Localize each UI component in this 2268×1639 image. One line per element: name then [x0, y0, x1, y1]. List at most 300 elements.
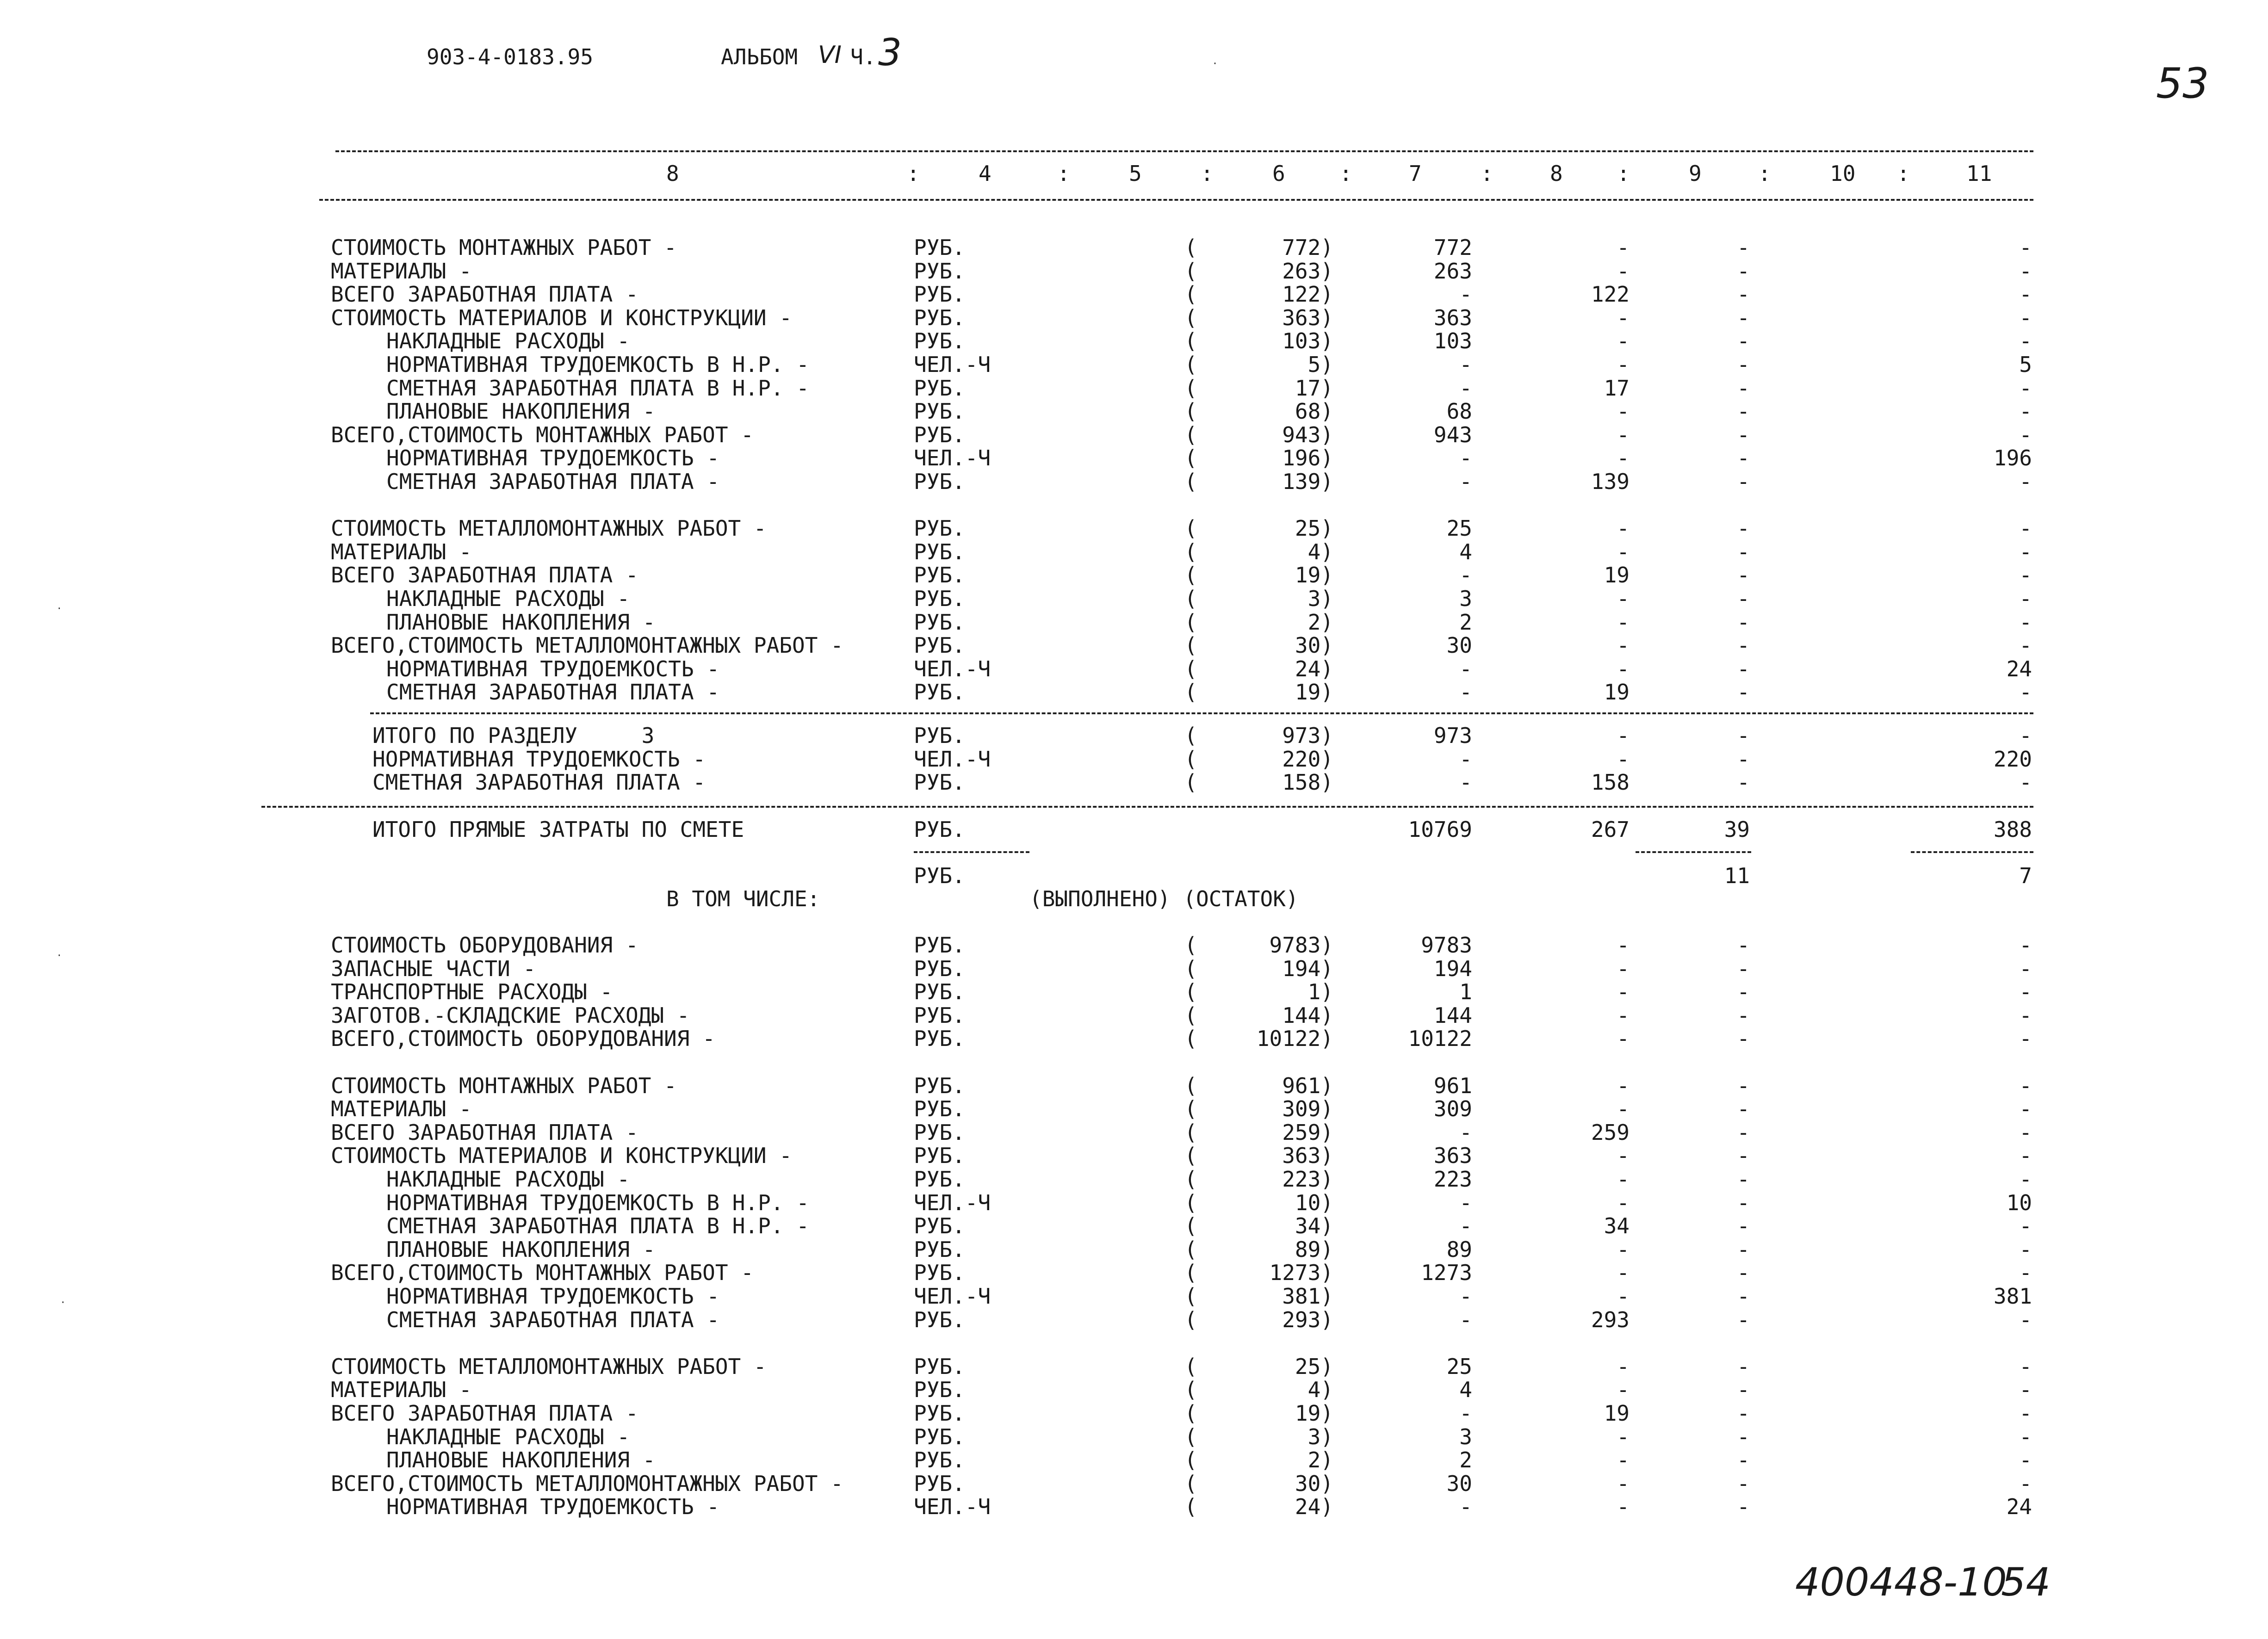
cell-col8: - — [1617, 586, 1630, 611]
row-label: МАТЕРИАЛЫ - — [331, 539, 472, 564]
cell-col7: - — [1459, 469, 1472, 494]
cell-col9: - — [1737, 305, 1750, 330]
open-paren: ( — [1184, 563, 1197, 588]
cell-col8: 34 — [1604, 1213, 1630, 1239]
row-label: СТОИМОСТЬ МОНТАЖНЫХ РАБОТ - — [331, 235, 677, 260]
cell-col7: 263 — [1433, 258, 1472, 284]
cell-col6: 196) — [1282, 445, 1333, 471]
cell-col7: 4 — [1459, 1377, 1472, 1403]
table-row — [0, 1425, 2268, 1448]
row-unit: РУБ. — [914, 633, 965, 658]
row-label: СМЕТНАЯ ЗАРАБОТНАЯ ПЛАТА В Н.Р. - — [386, 1213, 809, 1239]
row-label: СТОИМОСТЬ МАТЕРИАЛОВ И КОНСТРУКЦИИ - — [331, 305, 792, 330]
cell-col6: 943) — [1282, 422, 1333, 447]
cell-col8: - — [1617, 609, 1630, 635]
row-unit: РУБ. — [914, 680, 965, 705]
cell-col7: 2 — [1459, 609, 1472, 635]
cell-col7: - — [1459, 680, 1472, 705]
cell-col9: - — [1737, 1213, 1750, 1239]
column-header-cell: 9 — [1689, 161, 1702, 186]
cell-col8: - — [1617, 1237, 1630, 1262]
open-paren: ( — [1184, 680, 1197, 705]
table-row — [0, 724, 2268, 747]
cell-col9: - — [1737, 445, 1750, 471]
cell-col7: 25 — [1446, 1354, 1472, 1379]
cell-col9: - — [1737, 1284, 1750, 1309]
cell-col9: - — [1737, 586, 1750, 611]
row-label: ВСЕГО ЗАРАБОТНАЯ ПЛАТА - — [331, 1119, 638, 1145]
row-unit: РУБ. — [914, 422, 965, 447]
row-label: НОРМАТИВНАЯ ТРУДОЕМКОСТЬ - — [372, 746, 706, 772]
row-label: МАТЕРИАЛЫ - — [331, 1096, 472, 1122]
cell-col9: - — [1737, 1073, 1750, 1098]
table-row — [0, 1168, 2268, 1191]
row-label: МАТЕРИАЛЫ - — [331, 258, 472, 284]
cell-col8: - — [1617, 235, 1630, 260]
open-paren: ( — [1184, 1424, 1197, 1449]
row-unit: РУБ. — [914, 1026, 965, 1051]
cell-col9: - — [1737, 609, 1750, 635]
cell-col11: - — [2019, 375, 2032, 401]
direct-total-v8: 267 — [1591, 817, 1630, 842]
table-row — [0, 748, 2268, 771]
row-unit: ЧЕЛ.-Ч — [914, 1190, 991, 1215]
cell-col6: 10122) — [1256, 1026, 1333, 1051]
open-paren: ( — [1184, 1284, 1197, 1309]
row-unit: РУБ. — [914, 586, 965, 611]
row-unit: РУБ. — [914, 516, 965, 541]
cell-col7: - — [1459, 1307, 1472, 1332]
cell-col7: - — [1459, 770, 1472, 795]
row-label: ИТОГО ПО РАЗДЕЛУ 3 — [372, 723, 655, 748]
scan-speck: · — [60, 1297, 66, 1308]
row-label: ПЛАНОВЫЕ НАКОПЛЕНИЯ - — [386, 399, 656, 424]
open-paren: ( — [1184, 1260, 1197, 1286]
document-code: 903-4-0183.95 — [427, 44, 594, 69]
row-label: ВСЕГО ЗАРАБОТНАЯ ПЛАТА - — [331, 282, 638, 307]
table-row — [0, 980, 2268, 1003]
cell-col11: - — [2019, 282, 2032, 307]
cell-col9: - — [1737, 375, 1750, 401]
cell-col11: - — [2019, 563, 2032, 588]
cell-col11: - — [2019, 1424, 2032, 1449]
including-label: В ТОМ ЧИСЛЕ: — [666, 886, 820, 911]
row-unit: РУБ. — [914, 1471, 965, 1496]
cell-col9: - — [1737, 1096, 1750, 1122]
cell-col9: - — [1737, 1237, 1750, 1262]
column-separator: : — [907, 161, 920, 186]
section-rule — [370, 712, 2033, 714]
table-row — [0, 934, 2268, 957]
open-paren: ( — [1184, 1073, 1197, 1098]
table-row — [0, 634, 2268, 657]
cell-col7: 89 — [1446, 1237, 1472, 1262]
column-separator: : — [1057, 161, 1070, 186]
row-label: ВСЕГО,СТОИМОСТЬ МОНТАЖНЫХ РАБОТ - — [331, 422, 754, 447]
table-row — [0, 306, 2268, 329]
cell-col7: 68 — [1446, 399, 1472, 424]
cell-col8: - — [1617, 1190, 1630, 1215]
row-unit: РУБ. — [914, 539, 965, 564]
open-paren: ( — [1184, 609, 1197, 635]
table-row — [0, 236, 2268, 259]
cell-col11: 24 — [2006, 1494, 2032, 1520]
cell-col11: - — [2019, 1447, 2032, 1473]
row-label: СМЕТНАЯ ЗАРАБОТНАЯ ПЛАТА - — [386, 469, 720, 494]
cell-col8: - — [1617, 1260, 1630, 1286]
scan-speck: · — [1212, 58, 1218, 69]
cell-col11: - — [2019, 539, 2032, 564]
cell-col7: 30 — [1446, 633, 1472, 658]
cell-col9: - — [1737, 539, 1750, 564]
cell-col8: - — [1617, 516, 1630, 541]
open-paren: ( — [1184, 1026, 1197, 1051]
cell-col7: 3 — [1459, 1424, 1472, 1449]
row-unit: РУБ. — [914, 305, 965, 330]
cell-col8: - — [1617, 539, 1630, 564]
cell-col9: - — [1737, 1471, 1750, 1496]
row-label: СТОИМОСТЬ МЕТАЛЛОМОНТАЖНЫХ РАБОТ - — [331, 1354, 767, 1379]
cell-col7: 25 — [1446, 516, 1472, 541]
row-label: ВСЕГО ЗАРАБОТНАЯ ПЛАТА - — [331, 1401, 638, 1426]
row-label: ВСЕГО,СТОИМОСТЬ МОНТАЖНЫХ РАБОТ - — [331, 1260, 754, 1286]
open-paren: ( — [1184, 770, 1197, 795]
cell-col9: - — [1737, 1424, 1750, 1449]
open-paren: ( — [1184, 305, 1197, 330]
cell-col6: 25) — [1295, 1354, 1333, 1379]
table-row — [0, 1214, 2268, 1237]
row-unit: РУБ. — [914, 979, 965, 1005]
cell-col11: 381 — [1993, 1284, 2032, 1309]
row-unit: РУБ. — [914, 1002, 965, 1028]
cell-col9: - — [1737, 469, 1750, 494]
table-row — [0, 1495, 2268, 1518]
row-unit: РУБ. — [914, 235, 965, 260]
cell-col11: - — [2019, 1307, 2032, 1332]
cell-col7: - — [1459, 1213, 1472, 1239]
open-paren: ( — [1184, 1143, 1197, 1169]
cell-col7: - — [1459, 1190, 1472, 1215]
open-paren: ( — [1184, 1307, 1197, 1332]
table-row — [0, 1308, 2268, 1331]
table-row — [0, 1191, 2268, 1214]
cell-col6: 4) — [1308, 539, 1333, 564]
cell-col7: - — [1459, 282, 1472, 307]
open-paren: ( — [1184, 746, 1197, 772]
table-row — [0, 1402, 2268, 1425]
table-row — [0, 1261, 2268, 1284]
table-row — [0, 400, 2268, 423]
row-unit: РУБ. — [914, 609, 965, 635]
cell-col7: 103 — [1433, 328, 1472, 354]
row-unit: РУБ. — [914, 1073, 965, 1098]
cell-col11: - — [2019, 586, 2032, 611]
cell-col8: - — [1617, 979, 1630, 1005]
cell-col6: 961) — [1282, 1073, 1333, 1098]
cell-col6: 1) — [1308, 979, 1333, 1005]
cell-col9: - — [1737, 680, 1750, 705]
row-label: НОРМАТИВНАЯ ТРУДОЕМКОСТЬ - — [386, 445, 720, 471]
row-label: ПЛАНОВЫЕ НАКОПЛЕНИЯ - — [386, 609, 656, 635]
open-paren: ( — [1184, 1119, 1197, 1145]
cell-col8: - — [1617, 746, 1630, 772]
open-paren: ( — [1184, 328, 1197, 354]
row-label: ПЛАНОВЫЕ НАКОПЛЕНИЯ - — [386, 1447, 656, 1473]
row-unit: РУБ. — [914, 399, 965, 424]
cell-col9: - — [1737, 933, 1750, 958]
row-label: СТОИМОСТЬ МАТЕРИАЛОВ И КОНСТРУКЦИИ - — [331, 1143, 792, 1169]
cell-col6: 309) — [1282, 1096, 1333, 1122]
row-unit: РУБ. — [914, 1424, 965, 1449]
cell-col9: - — [1737, 1354, 1750, 1379]
cell-col7: - — [1459, 746, 1472, 772]
open-paren: ( — [1184, 956, 1197, 981]
stamp-code: 400448-10 — [1795, 1559, 2007, 1605]
row-unit: ЧЕЛ.-Ч — [914, 445, 991, 471]
row-unit: РУБ. — [914, 258, 965, 284]
cell-col6: 220) — [1282, 746, 1333, 772]
cell-col6: 2) — [1308, 609, 1333, 635]
cell-col11: - — [2019, 1354, 2032, 1379]
row-label: НОРМАТИВНАЯ ТРУДОЕМКОСТЬ В Н.Р. - — [386, 1190, 809, 1215]
cell-col9: - — [1737, 979, 1750, 1005]
cell-col7: 3 — [1459, 586, 1472, 611]
table-row — [0, 563, 2268, 587]
open-paren: ( — [1184, 1213, 1197, 1239]
row-unit: РУБ. — [914, 1143, 965, 1169]
cell-col6: 363) — [1282, 1143, 1333, 1169]
open-paren: ( — [1184, 282, 1197, 307]
cell-col11: - — [2019, 1213, 2032, 1239]
cell-col8: - — [1617, 633, 1630, 658]
cell-col9: - — [1737, 956, 1750, 981]
cell-col9: - — [1737, 422, 1750, 447]
cell-col9: - — [1737, 1494, 1750, 1520]
table-row — [0, 957, 2268, 980]
cell-col8: 17 — [1604, 375, 1630, 401]
table-row — [0, 1472, 2268, 1495]
row-label: СТОИМОСТЬ МЕТАЛЛОМОНТАЖНЫХ РАБОТ - — [331, 516, 767, 541]
table-row — [0, 517, 2268, 540]
row-unit: РУБ. — [914, 933, 965, 958]
cell-col11: - — [2019, 933, 2032, 958]
cell-col6: 1273) — [1269, 1260, 1333, 1286]
cell-col7: 1 — [1459, 979, 1472, 1005]
table-row — [0, 1378, 2268, 1401]
cell-col11: - — [2019, 1073, 2032, 1098]
cell-col11: - — [2019, 1002, 2032, 1028]
cell-col8: - — [1617, 1354, 1630, 1379]
cell-col7: 772 — [1433, 235, 1472, 260]
cell-col7: - — [1459, 563, 1472, 588]
cell-col7: 4 — [1459, 539, 1472, 564]
column-header-cell: 8 — [666, 161, 679, 186]
column-header-cell: 11 — [1966, 161, 1992, 186]
row-label: НОРМАТИВНАЯ ТРУДОЕМКОСТЬ - — [386, 1284, 720, 1309]
cell-col7: - — [1459, 656, 1472, 681]
underline-v11 — [1911, 851, 2033, 853]
open-paren: ( — [1184, 399, 1197, 424]
row-unit: РУБ. — [914, 282, 965, 307]
cell-col8: - — [1617, 1002, 1630, 1028]
direct-total-unit: РУБ. — [914, 817, 965, 842]
cell-col8: - — [1617, 1284, 1630, 1309]
direct-total-v11: 388 — [1993, 817, 2032, 842]
cell-col6: 24) — [1295, 1494, 1333, 1520]
open-paren: ( — [1184, 235, 1197, 260]
row-label: СТОИМОСТЬ МОНТАЖНЫХ РАБОТ - — [331, 1073, 677, 1098]
row-unit: РУБ. — [914, 1167, 965, 1192]
open-paren: ( — [1184, 445, 1197, 471]
cell-col7: 194 — [1433, 956, 1472, 981]
underline-v9 — [1636, 851, 1751, 853]
album-label: АЛЬБОМ — [721, 44, 798, 69]
cell-col11: - — [2019, 422, 2032, 447]
table-row — [0, 657, 2268, 680]
open-paren: ( — [1184, 539, 1197, 564]
table-row — [0, 1355, 2268, 1378]
cell-col7: 309 — [1433, 1096, 1472, 1122]
cell-col6: 34) — [1295, 1213, 1333, 1239]
cell-col7: - — [1459, 375, 1472, 401]
cell-col9: - — [1737, 328, 1750, 354]
cell-col11: - — [2019, 1143, 2032, 1169]
cell-col9: - — [1737, 235, 1750, 260]
cell-col8: - — [1617, 656, 1630, 681]
open-paren: ( — [1184, 656, 1197, 681]
cell-col8: 19 — [1604, 680, 1630, 705]
cell-col8: - — [1617, 1424, 1630, 1449]
cell-col7: - — [1459, 1494, 1472, 1520]
cell-col11: - — [2019, 723, 2032, 748]
cell-col7: 30 — [1446, 1471, 1472, 1496]
cell-col9: - — [1737, 1143, 1750, 1169]
cell-col8: - — [1617, 399, 1630, 424]
row-label: НАКЛАДНЫЕ РАСХОДЫ - — [386, 328, 630, 354]
row-unit: ЧЕЛ.-Ч — [914, 1284, 991, 1309]
cell-col6: 30) — [1295, 1471, 1333, 1496]
column-header-cell: 8 — [1550, 161, 1563, 186]
cell-col11: - — [2019, 770, 2032, 795]
remainder-v9: 11 — [1724, 863, 1750, 888]
cell-col9: - — [1737, 516, 1750, 541]
cell-col6: 259) — [1282, 1119, 1333, 1145]
cell-col7: 10122 — [1408, 1026, 1472, 1051]
cell-col6: 194) — [1282, 956, 1333, 981]
table-row — [0, 587, 2268, 610]
table-row — [0, 377, 2268, 400]
cell-col8: - — [1617, 1143, 1630, 1169]
cell-col11: - — [2019, 633, 2032, 658]
open-paren: ( — [1184, 375, 1197, 401]
cell-col6: 30) — [1295, 633, 1333, 658]
cell-col6: 25) — [1295, 516, 1333, 541]
row-unit: РУБ. — [914, 1237, 965, 1262]
blank-row — [0, 1331, 2268, 1354]
done-remainder-label: (ВЫПОЛНЕНО) (ОСТАТОК) — [1029, 886, 1299, 911]
cell-col6: 103) — [1282, 328, 1333, 354]
row-label: ЗАГОТОВ.-СКЛАДСКИЕ РАСХОДЫ - — [331, 1002, 690, 1028]
cell-col8: - — [1617, 1471, 1630, 1496]
row-label: НАКЛАДНЫЕ РАСХОДЫ - — [386, 1424, 630, 1449]
table-row — [0, 540, 2268, 563]
table-row — [0, 260, 2268, 283]
blank-row — [0, 494, 2268, 517]
table-row — [0, 1285, 2268, 1308]
open-paren: ( — [1184, 1447, 1197, 1473]
table-row — [0, 1004, 2268, 1027]
cell-col8: 139 — [1591, 469, 1630, 494]
table-row — [0, 1144, 2268, 1167]
cell-col7: 363 — [1433, 305, 1472, 330]
remainder-v11: 7 — [2019, 863, 2032, 888]
cell-col9: - — [1737, 563, 1750, 588]
cell-col9: - — [1737, 746, 1750, 772]
cell-col11: - — [2019, 1119, 2032, 1145]
cell-col11: - — [2019, 1377, 2032, 1403]
open-paren: ( — [1184, 1096, 1197, 1122]
cell-col8: - — [1617, 305, 1630, 330]
table-row — [0, 283, 2268, 306]
row-unit: РУБ. — [914, 1401, 965, 1426]
row-unit: РУБ. — [914, 328, 965, 354]
remainder-unit: РУБ. — [914, 863, 965, 888]
table-row — [0, 1238, 2268, 1261]
cell-col8: 19 — [1604, 563, 1630, 588]
cell-col6: 139) — [1282, 469, 1333, 494]
cell-col8: - — [1617, 1377, 1630, 1403]
cell-col11: - — [2019, 1401, 2032, 1426]
cell-col11: - — [2019, 516, 2032, 541]
cell-col9: - — [1737, 723, 1750, 748]
direct-total-rule — [261, 806, 2033, 808]
column-separator: : — [1758, 161, 1771, 186]
table-row — [0, 1074, 2268, 1097]
cell-col8: - — [1617, 723, 1630, 748]
open-paren: ( — [1184, 1167, 1197, 1192]
cell-col9: - — [1737, 656, 1750, 681]
cell-col6: 19) — [1295, 563, 1333, 588]
row-unit: РУБ. — [914, 1213, 965, 1239]
row-unit: ЧЕЛ.-Ч — [914, 352, 991, 377]
row-label: ПЛАНОВЫЕ НАКОПЛЕНИЯ - — [386, 1237, 656, 1262]
cell-col8: - — [1617, 352, 1630, 377]
cell-col11: - — [2019, 399, 2032, 424]
cell-col6: 144) — [1282, 1002, 1333, 1028]
open-paren: ( — [1184, 1377, 1197, 1403]
cell-col9: - — [1737, 1167, 1750, 1192]
cell-col6: 223) — [1282, 1167, 1333, 1192]
cell-col6: 122) — [1282, 282, 1333, 307]
cell-col9: - — [1737, 1190, 1750, 1215]
row-label: ЗАПАСНЫЕ ЧАСТИ - — [331, 956, 536, 981]
underline-unit — [914, 851, 1029, 853]
cell-col7: 9783 — [1421, 933, 1472, 958]
row-label: ВСЕГО ЗАРАБОТНАЯ ПЛАТА - — [331, 563, 638, 588]
cell-col7: - — [1459, 352, 1472, 377]
cell-col11: 5 — [2019, 352, 2032, 377]
column-header-cell: 6 — [1272, 161, 1285, 186]
row-unit: ЧЕЛ.-Ч — [914, 656, 991, 681]
table-row — [0, 470, 2268, 493]
cell-col8: 158 — [1591, 770, 1630, 795]
open-paren: ( — [1184, 933, 1197, 958]
direct-total-v7: 10769 — [1408, 817, 1472, 842]
table-row — [0, 1121, 2268, 1144]
cell-col11: - — [2019, 1026, 2032, 1051]
open-paren: ( — [1184, 516, 1197, 541]
cell-col7: - — [1459, 1401, 1472, 1426]
